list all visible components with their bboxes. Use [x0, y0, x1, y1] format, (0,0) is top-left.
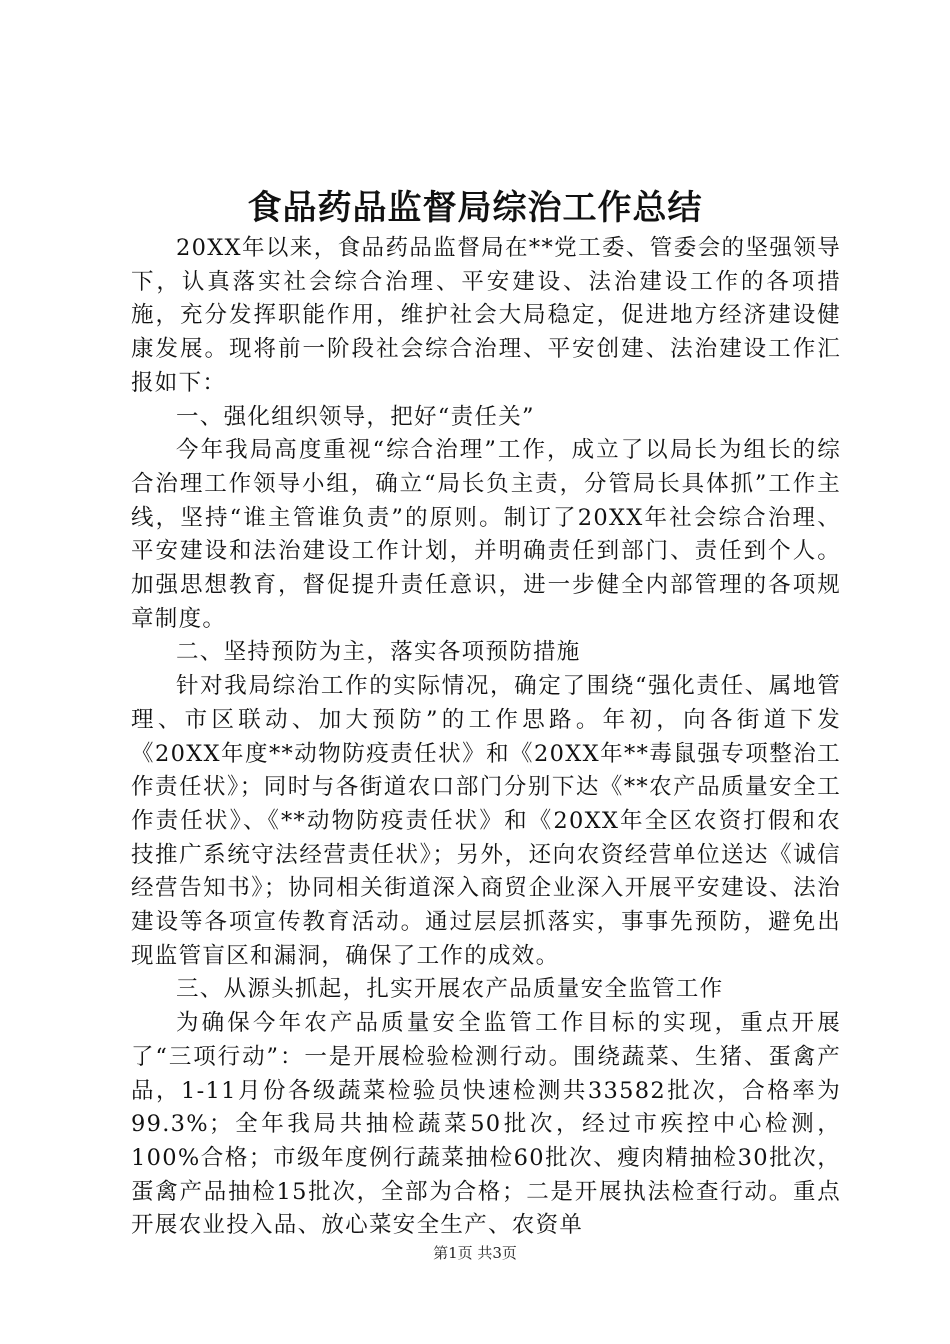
- section-1-paragraph: 今年我局高度重视“综合治理”工作，成立了以局长为组长的综合治理工作领导小组，确立“局长负主责，分管局长具体抓”工作主线，坚持“谁主管谁负责”的原则。制订了20XX年社会综合治理、平安建设和法治建设工作计划，并明确责任到部门、责任到个人。加强思想教育，督促提升责任意识，进一步健全内部管理的各项规章制度。: [131, 437, 841, 632]
- intro-paragraph: 20XX年以来，食品药品监督局在**党工委、管委会的坚强领导下，认真落实社会综合治理、平安建设、法治建设工作的各项措施，充分发挥职能作用，维护社会大局稳定，促进地方经济建设健康发展。现将前一阶段社会综合治理、平安创建、法治建设工作汇报如下：: [131, 235, 841, 396]
- page-footer: 第1页 共3页: [433, 1244, 517, 1262]
- section-heading-3: 三、从源头抓起，扎实开展农产品质量安全监管工作: [176, 976, 724, 1003]
- section-2-paragraph: 针对我局综治工作的实际情况，确定了围绕“强化责任、属地管理、市区联动、加大预防”的工作思路。年初，向各街道下发《20XX年度**动物防疫责任状》和《20XX年**毒鼠强专项整治工作责任状》；同时与各街道农口部门分别下达《**农产品质量安全工作责任状》、《**动物防疫责任状》和《20XX年全区农资打假和农技推广系统守法经营责任状》；另外，还向农资经营单位送达《诚信经营告知书》；协同相关街道深入商贸企业深入开展平安建设、法治建设等各项宣传教育活动。通过层层抓落实，事事先预防，避免出现监管盲区和漏洞，确保了工作的成效。: [131, 673, 841, 969]
- section-3-paragraph: 为确保今年农产品质量安全监管工作目标的实现，重点开展了“三项行动”：一是开展检验检测行动。围绕蔬菜、生猪、蛋禽产品，1-11月份各级蔬菜检验员快速检测共33582批次，合格率为99.3%；全年我局共抽检蔬菜50批次，经过市疾控中心检测，100%合格；市级年度例行蔬菜抽检60批次、瘦肉精抽检30批次，蛋禽产品抽检15批次，全部为合格；二是开展执法检查行动。重点开展农业投入品、放心菜安全生产、农资单: [131, 1010, 841, 1239]
- section-heading-1: 一、强化组织领导，把好“责任关”: [176, 403, 535, 430]
- section-heading-2: 二、坚持预防为主，落实各项预防措施: [176, 639, 581, 666]
- document-title: 食品药品监督局综治工作总结: [247, 188, 703, 228]
- document-body: [131, 232, 841, 1243]
